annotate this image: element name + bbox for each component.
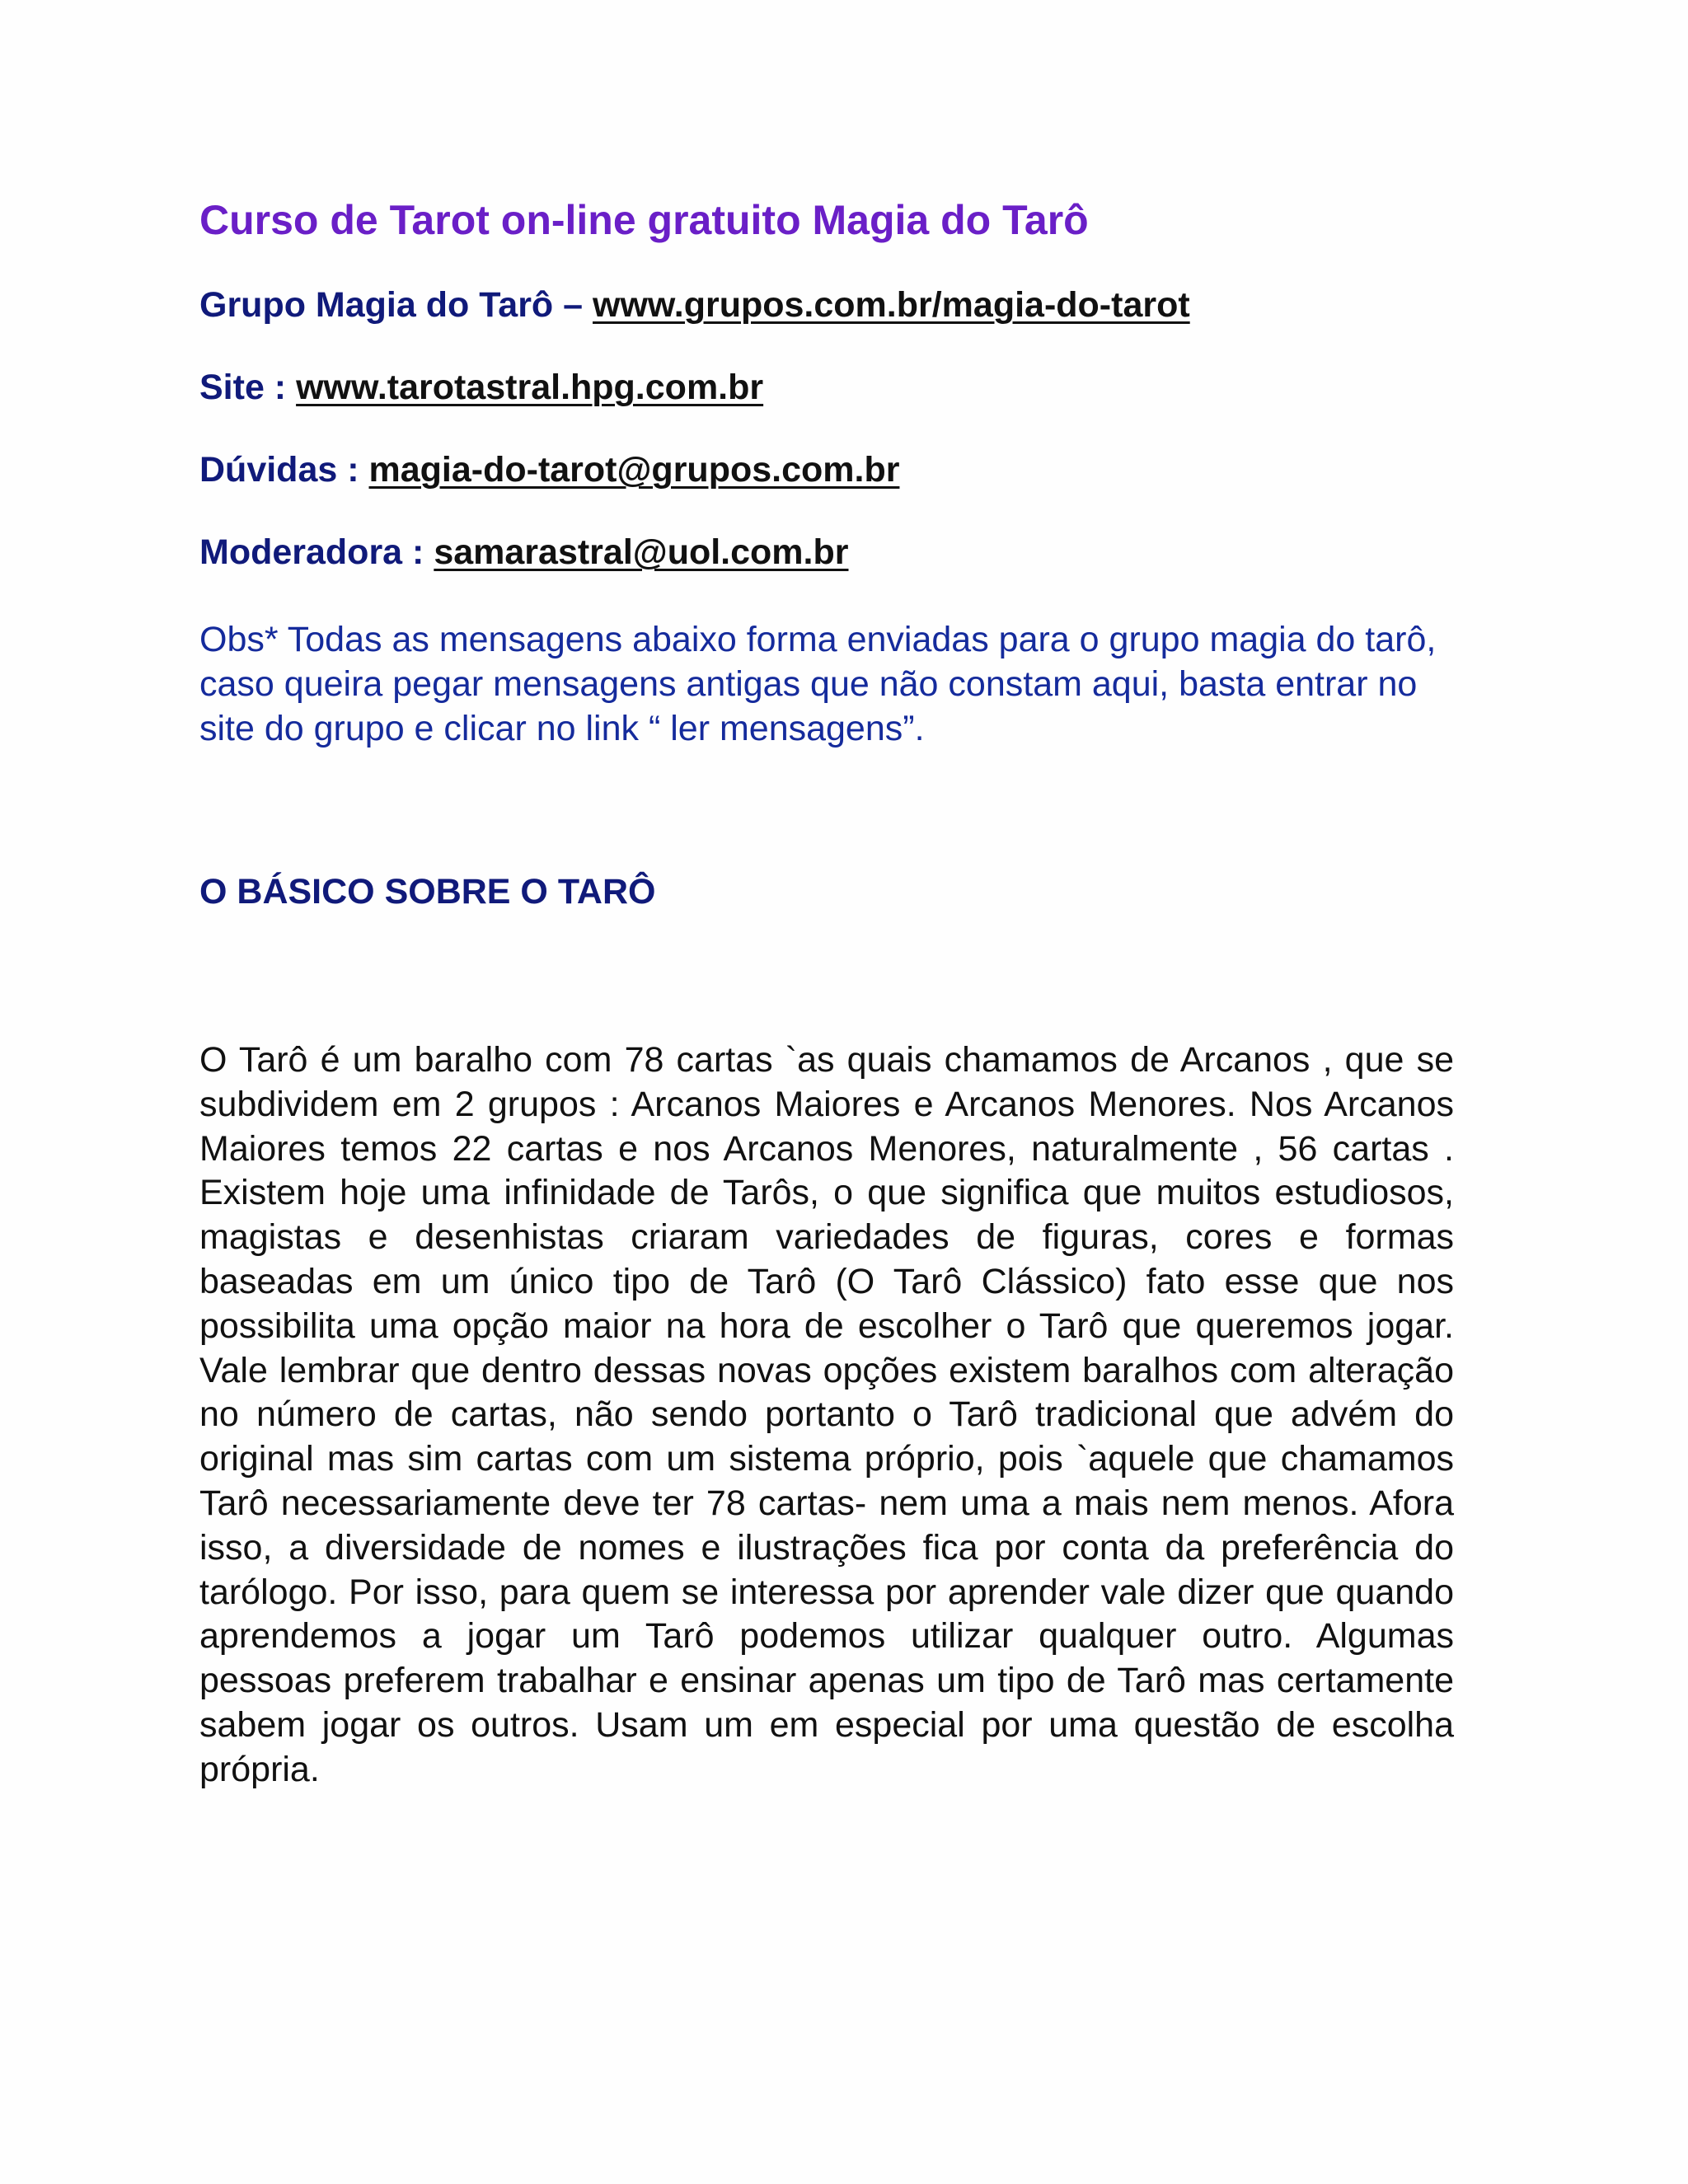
- grupo-link[interactable]: www.grupos.com.br/magia-do-tarot: [593, 285, 1190, 325]
- obs-note: Obs* Todas as mensagens abaixo forma enviadas para o grupo magia do tarô, caso queira pegar mensagens antigas que não constam aqui, basta entrar no site do grupo e clicar no link “ ler mensagens”.: [199, 620, 1437, 748]
- section-heading: O BÁSICO SOBRE O TARÔ: [199, 872, 656, 912]
- duvidas-email-link[interactable]: magia-do-tarot@grupos.com.br: [368, 450, 900, 490]
- body-paragraph: O Tarô é um baralho com 78 cartas `as quais chamamos de Arcanos , que se subdividem em 2 grupos : Arcanos Maiores e Arcanos Menores. Nos Arcanos Maiores temos 22 cartas e nos Arcanos Menores, naturalmente , 56 cartas . Existem hoje uma infinidade de Tarôs, o que significa que muitos estudiosos, magistas e desenhistas criaram variedades de figuras, cores e formas baseadas em um único tipo de Tarô (O Tarô Clássico) fato esse que nos possibilita uma opção maior na hora de escolher o Tarô que queremos jogar. Vale lembrar que dentro dessas novas opções existem baralhos com alteração no número de cartas, não sendo portanto o Tarô tradicional que advém do original mas sim cartas com um sistema próprio, pois `aquele que chamamos Tarô necessariamente deve ter 78 cartas- nem uma a mais nem menos. Afora isso, a diversidade de nomes e ilustrações fica por conta da preferência do tarólogo. Por isso, para quem se interessa por aprender vale dizer que quando aprendemos a jogar um Tarô podemos utilizar qualquer outro. Algumas pessoas preferem trabalhar e ensinar apenas um tipo de Tarô mas certamente sabem jogar os outros. Usam um em especial por uma questão de escolha própria.: [199, 1040, 1454, 1789]
- document-title: Curso de Tarot on-line gratuito Magia do Tarô: [199, 197, 1089, 243]
- duvidas-line: [199, 450, 899, 490]
- duvidas-label: Dúvidas :: [199, 450, 369, 490]
- moderadora-line: [199, 532, 848, 573]
- moderadora-label: Moderadora :: [199, 532, 434, 572]
- grupo-line: [199, 285, 1190, 326]
- site-line: [199, 368, 763, 408]
- moderadora-email-link[interactable]: samarastral@uol.com.br: [434, 532, 849, 572]
- grupo-label: Grupo Magia do Tarô –: [199, 285, 593, 325]
- site-label: Site :: [199, 368, 297, 407]
- site-link[interactable]: www.tarotastral.hpg.com.br: [296, 368, 764, 407]
